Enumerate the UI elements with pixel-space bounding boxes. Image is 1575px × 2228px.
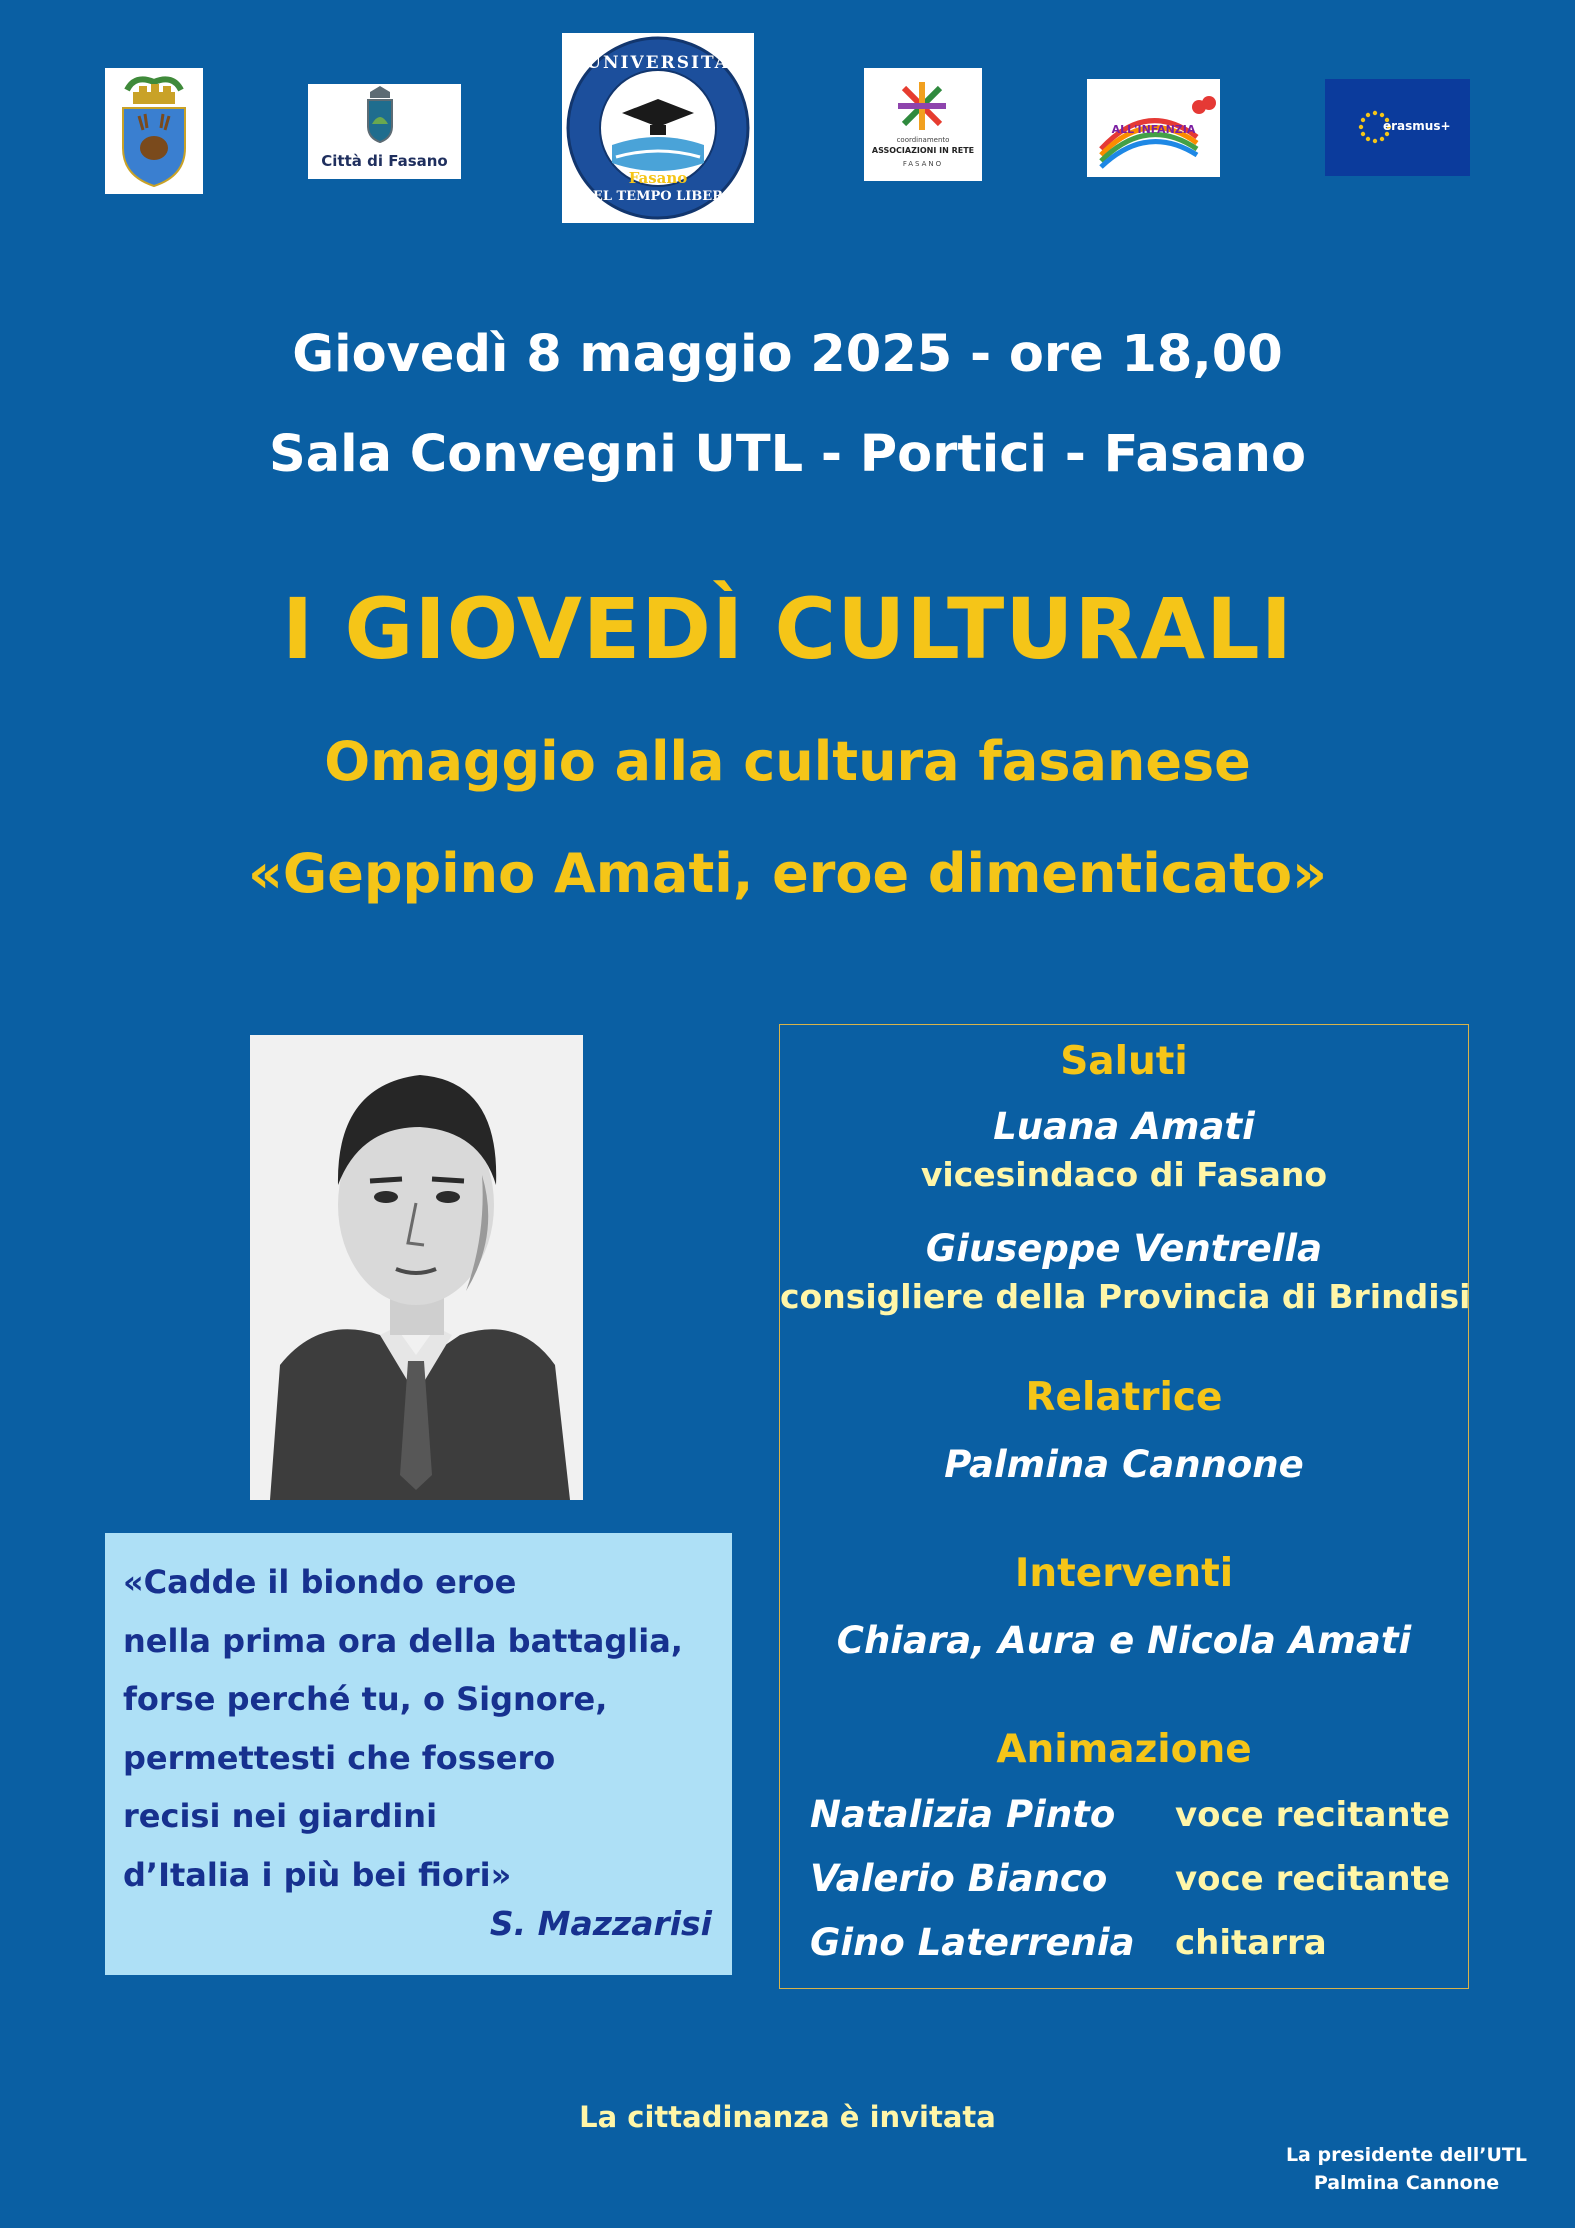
animazione-role: voce recitante	[1175, 1859, 1450, 1899]
event-venue: Sala Convegni UTL - Portici - Fasano	[268, 425, 1307, 484]
associazioni-city-text: FASANO	[902, 160, 944, 168]
president-signature	[1286, 2141, 1527, 2197]
quote-line: recisi nei giardini	[123, 1797, 438, 1835]
quote-line: «Cadde il biondo eroe	[123, 1563, 517, 1601]
saluti-name-2: Giuseppe Ventrella	[925, 1227, 1323, 1270]
poem-quote-box	[105, 1533, 732, 1975]
university-city-text: Fasano	[628, 169, 688, 187]
erasmus-logo	[1325, 79, 1470, 176]
portrait-photo	[250, 1035, 583, 1500]
associazioni-small-text: coordinamento	[896, 136, 950, 144]
animazione-name: Valerio Bianco	[810, 1857, 1108, 1900]
animazione-role: voce recitante	[1175, 1795, 1450, 1835]
talk-title: «Geppino Amati, eroe dimenticato»	[248, 842, 1327, 905]
crest-icon	[105, 68, 203, 194]
animazione-name: Gino Laterrenia	[810, 1921, 1135, 1964]
president-name: Palmina Cannone	[1313, 2172, 1500, 2194]
saluti-role-1: vicesindaco di Fasano	[920, 1155, 1328, 1194]
university-top-text: UNIVERSITÀ	[586, 53, 730, 73]
portrait-sketch-icon	[250, 1035, 583, 1500]
associazioni-in-rete-logo	[864, 68, 982, 181]
quote-author: S. Mazzarisi	[489, 1904, 712, 1943]
quote-line: permettesti che fossero	[123, 1738, 556, 1777]
saluti-name-1: Luana Amati	[993, 1105, 1255, 1148]
animazione-name: Natalizia Pinto	[810, 1793, 1116, 1836]
event-date: Giovedì 8 maggio 2025 - ore 18,00	[292, 325, 1283, 384]
citta-di-fasano-text: Città di Fasano	[321, 152, 448, 170]
event-title: I GIOVEDÌ CULTURALI	[282, 580, 1293, 678]
relatrice-heading: Relatrice	[1025, 1375, 1223, 1420]
interventi-heading: Interventi	[1014, 1551, 1234, 1596]
associazioni-main-text: ASSOCIAZIONI IN RETE	[871, 146, 975, 155]
erasmus-text: erasmus+	[1383, 119, 1451, 133]
invitation-note: La cittadinanza è invitata	[579, 2100, 996, 2134]
quote-line: nella prima ora della battaglia,	[123, 1621, 683, 1660]
program-box	[779, 1024, 1469, 1989]
quote-line: d’Italia i più bei fiori»	[123, 1855, 512, 1894]
omaggio-infanzia-logo	[1087, 79, 1220, 177]
event-subtitle: Omaggio alla cultura fasanese	[324, 730, 1251, 793]
universita-tempo-libero-logo	[562, 33, 754, 223]
province-crest-logo	[105, 68, 203, 194]
infanzia-text: ALL'INFANZIA	[1111, 123, 1196, 136]
saluti-role-2: consigliere della Provincia di Brindisi	[780, 1277, 1471, 1316]
president-title: La presidente dell’UTL	[1285, 2144, 1527, 2166]
quote-line: forse perché tu, o Signore,	[123, 1680, 608, 1718]
interventi-names: Chiara, Aura e Nicola Amati	[836, 1619, 1412, 1662]
animazione-heading: Animazione	[996, 1727, 1252, 1772]
saluti-heading: Saluti	[1060, 1039, 1188, 1084]
relatrice-name: Palmina Cannone	[944, 1443, 1304, 1486]
animazione-role: chitarra	[1175, 1923, 1327, 1963]
citta-di-fasano-logo	[308, 84, 461, 179]
university-bottom-text: DEL TEMPO LIBERO	[581, 189, 735, 204]
